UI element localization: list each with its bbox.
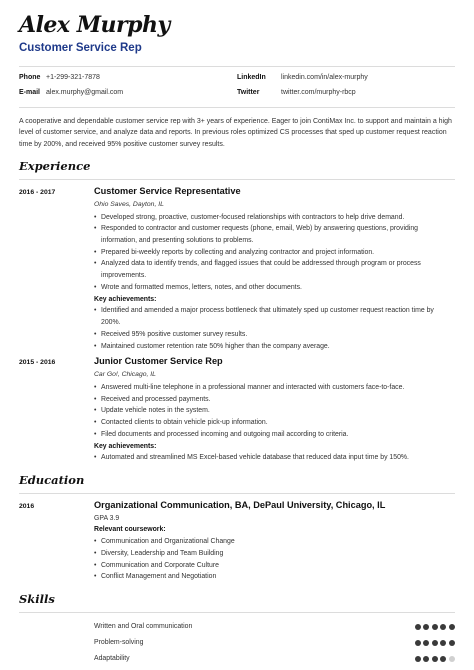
- skill-rating: [415, 640, 455, 646]
- degree-title: Organizational Communication, BA, DePaul University, Chicago, IL: [94, 499, 386, 510]
- contact-label: Phone: [19, 73, 41, 81]
- rating-dot-filled: [415, 624, 421, 630]
- responsibility-list: [94, 382, 455, 441]
- education-entry: [19, 500, 455, 583]
- list-item: • Answered multi-line telephone in a professional manner and interacted with customers face-to-face.: [94, 382, 455, 394]
- skill-row: [94, 651, 455, 667]
- education-date: 2016: [19, 502, 35, 510]
- list-item: • Filed documents and processed incoming and outgoing mail according to criteria.: [94, 429, 455, 441]
- rating-dot-filled: [415, 640, 421, 646]
- achievements-heading: Key achievements:: [94, 295, 157, 303]
- list-item: • Analyzed data to identify trends, and flagged issues that could be addressed through program or process improvements.: [94, 258, 455, 281]
- list-item: • Wrote and formatted memos, letters, notes, and other documents.: [94, 282, 455, 294]
- contact-value: linkedin.com/in/alex-murphy: [281, 73, 368, 81]
- responsibility-list: [94, 212, 455, 294]
- skill-name: Adaptability: [94, 654, 130, 662]
- rating-dot-filled: [432, 656, 438, 662]
- candidate-role: Customer Service Rep: [19, 42, 142, 55]
- list-item: • Update vehicle notes in the system.: [94, 405, 455, 417]
- skill-name: Problem-solving: [94, 638, 144, 646]
- list-item: • Communication and Organizational Change: [94, 536, 455, 548]
- header-divider: [19, 66, 455, 67]
- rating-dot-filled: [440, 624, 446, 630]
- skill-rating: [415, 624, 455, 630]
- contact-block: [19, 73, 455, 99]
- rating-dot-filled: [432, 624, 438, 630]
- coursework-list: [94, 536, 455, 583]
- rating-dot-filled: [415, 656, 421, 662]
- experience-dates: 2016 - 2017: [19, 189, 56, 197]
- rating-dot-filled: [423, 640, 429, 646]
- list-item: • Received and processed payments.: [94, 394, 455, 406]
- section-divider: [19, 179, 455, 180]
- achievement-list: [94, 452, 455, 464]
- section-title-education: Education: [19, 472, 85, 487]
- list-item: • Responded to contractor and customer requests (phone, email, Web) by answering questions, providing information, and presenting solutions to problems.: [94, 223, 455, 246]
- rating-dot-filled: [440, 640, 446, 646]
- rating-dot-empty: [449, 656, 455, 662]
- gpa: GPA 3.9: [94, 514, 120, 522]
- contact-linkedin: [237, 73, 455, 84]
- skill-name: Written and Oral communication: [94, 622, 193, 630]
- list-item: • Automated and streamlined MS Excel-based vehicle database that reduced data input time by 150%.: [94, 452, 455, 464]
- list-item: • Identified and amended a major process bottleneck that ultimately sped up customer request reaction time by 200%.: [94, 305, 455, 328]
- list-item: • Prepared bi-weekly reports by collecting and analyzing contractor and project information.: [94, 247, 455, 259]
- experience-dates: 2015 - 2016: [19, 359, 56, 367]
- contact-value: alex.murphy@gmail.com: [46, 88, 124, 96]
- skills-list: [94, 619, 455, 667]
- skill-row: [94, 619, 455, 635]
- section-divider: [19, 612, 455, 613]
- summary-paragraph: A cooperative and dependable customer service rep with 3+ years of experience. Eager to join ContiMax Inc. to support and maintain a high level of customer service, and analyze data and reports. In previous roles optimized CS processes that sped up customer request reaction time by 200%, and received 95% positive customer survey results.: [19, 117, 452, 148]
- list-item: • Received 95% positive customer survey results.: [94, 329, 455, 341]
- list-item: • Diversity, Leadership and Team Building: [94, 548, 455, 560]
- job-title: Junior Customer Service Rep: [94, 356, 223, 367]
- section-title-experience: Experience: [19, 159, 91, 174]
- list-item: • Conflict Management and Negotiation: [94, 571, 455, 583]
- list-item: • Developed strong, proactive, customer-focused relationships with contractors to help drive demand.: [94, 212, 455, 224]
- section-divider: [19, 493, 455, 494]
- company-name: Ohio Saves, Dayton, IL: [94, 201, 164, 208]
- contact-label: LinkedIn: [237, 73, 266, 81]
- skill-rating: [415, 656, 455, 662]
- coursework-heading: Relevant coursework:: [94, 526, 166, 534]
- achievements-heading: Key achievements:: [94, 442, 157, 450]
- contact-value: twitter.com/murphy-rbcp: [281, 88, 356, 96]
- rating-dot-filled: [423, 624, 429, 630]
- rating-dot-filled: [449, 624, 455, 630]
- job-title: Customer Service Representative: [94, 186, 241, 197]
- section-title-skills: Skills: [19, 592, 55, 607]
- experience-entry: [19, 356, 455, 464]
- contact-phone: [19, 73, 237, 84]
- rating-dot-filled: [449, 640, 455, 646]
- rating-dot-filled: [423, 656, 429, 662]
- contact-twitter: [237, 88, 455, 99]
- rating-dot-filled: [440, 656, 446, 662]
- contact-divider: [19, 107, 455, 108]
- experience-entry: [19, 186, 455, 352]
- rating-dot-filled: [432, 640, 438, 646]
- company-name: Car Go!, Chicago, IL: [94, 371, 156, 379]
- contact-label: Twitter: [237, 88, 260, 96]
- list-item: • Maintained customer retention rate 50% higher than the company average.: [94, 341, 455, 353]
- achievement-list: [94, 305, 455, 352]
- contact-email: [19, 88, 237, 99]
- contact-value: +1-299-321-7878: [46, 73, 100, 81]
- candidate-name: Alex Murphy: [19, 12, 170, 38]
- list-item: • Contacted clients to obtain vehicle pick-up information.: [94, 417, 455, 429]
- contact-label: E-mail: [19, 88, 41, 96]
- skill-row: [94, 635, 455, 651]
- list-item: • Communication and Corporate Culture: [94, 560, 455, 572]
